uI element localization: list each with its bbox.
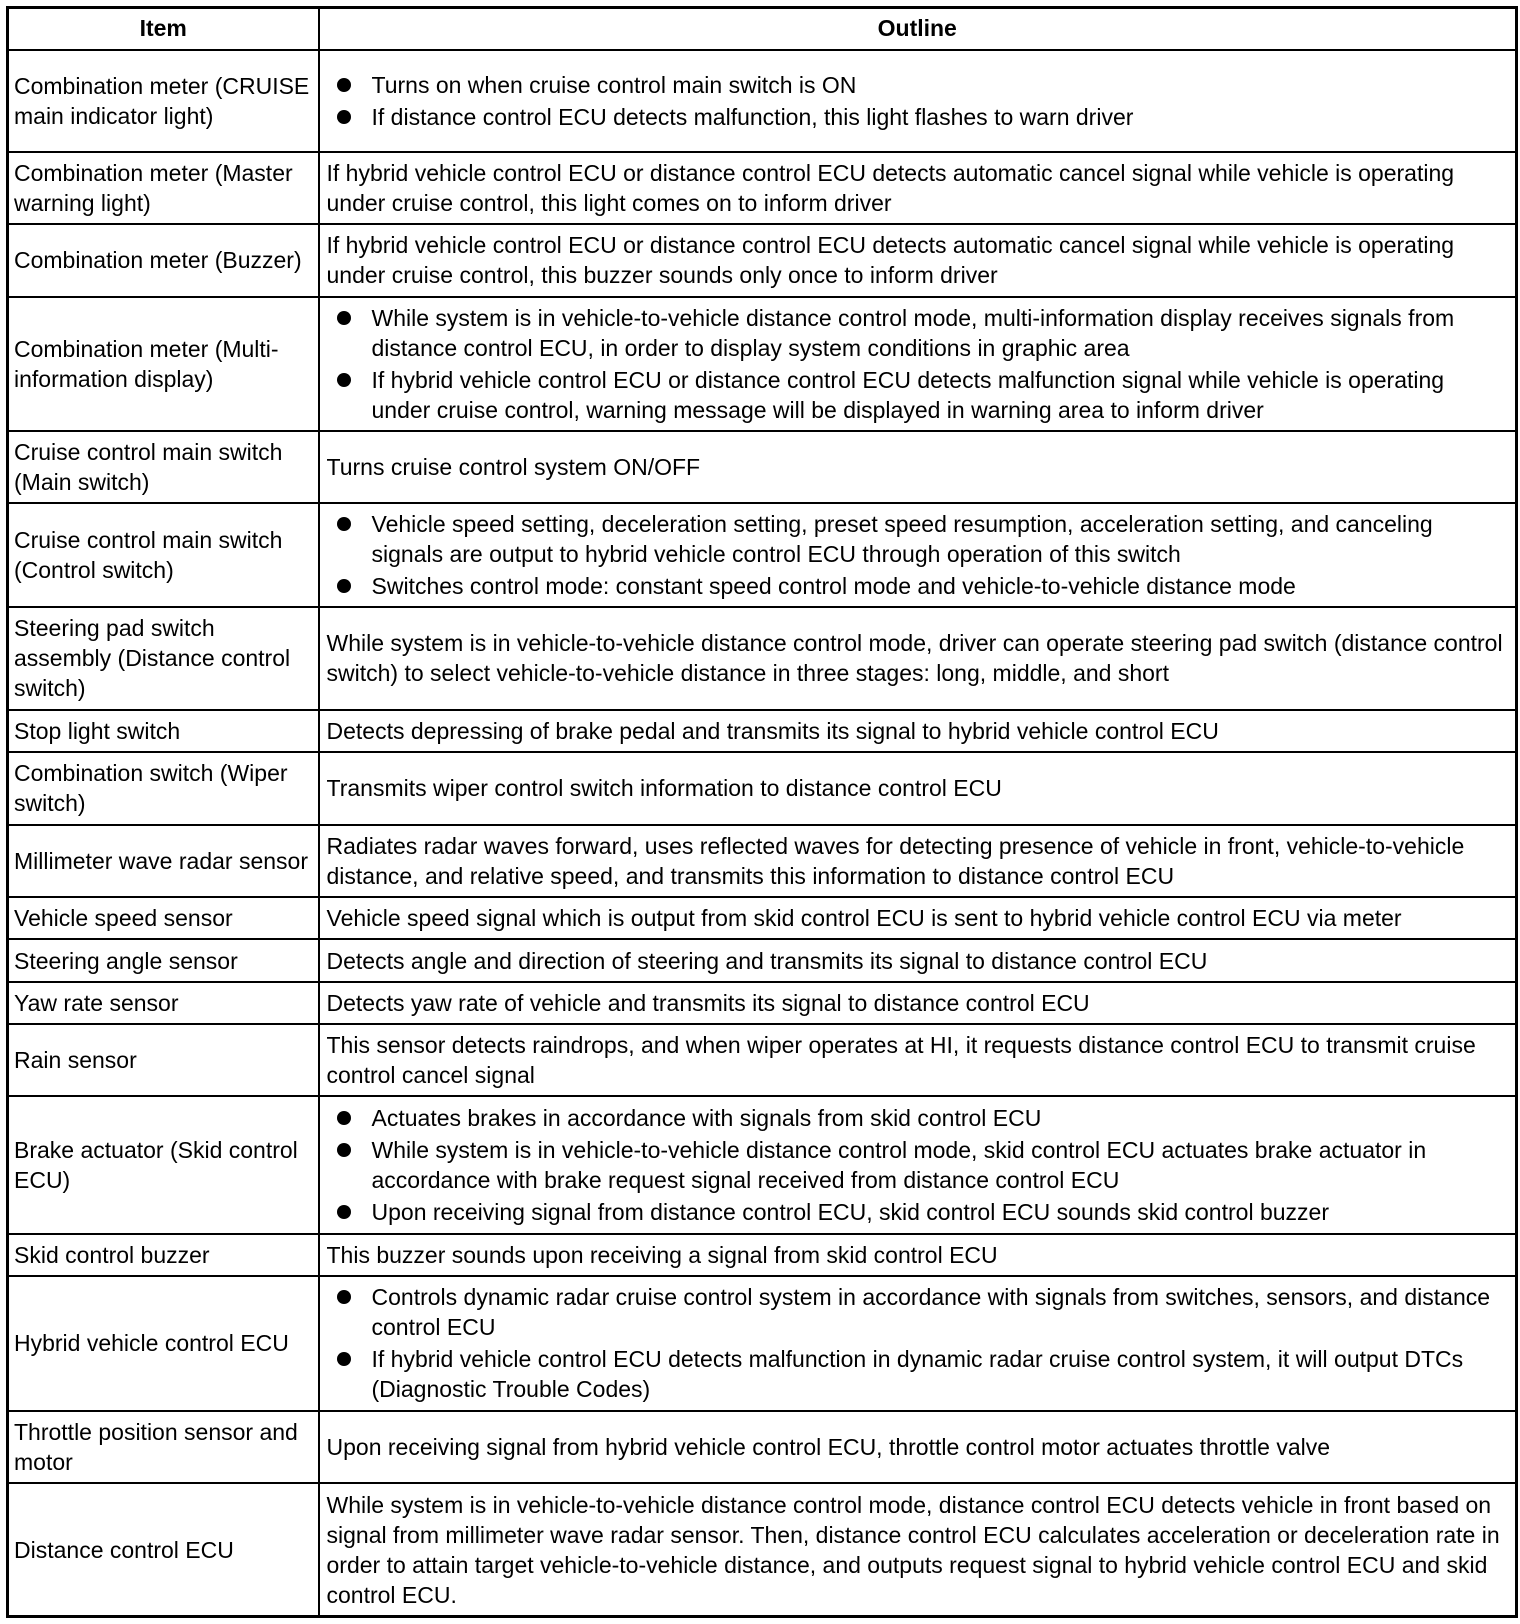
outline-cell: Radiates radar waves forward, uses reflected waves for detecting presence of vehicle in front, vehicle-to-vehicle distance, and relative speed, and transmits this information to distance control ECU <box>319 825 1517 897</box>
outline-cell: This sensor detects raindrops, and when wiper operates at HI, it requests distance control ECU to transmit cruise control cancel signal <box>319 1024 1517 1096</box>
outline-cell: Detects depressing of brake pedal and transmits its signal to hybrid vehicle control ECU <box>319 710 1517 752</box>
outline-cell: Transmits wiper control switch information to distance control ECU <box>319 752 1517 824</box>
bullet-text: While system is in vehicle-to-vehicle distance control mode, multi-information display receives signals from distance control ECU, in order to display system conditions in graphic area <box>371 304 1455 361</box>
bullet-text: Vehicle speed setting, deceleration setting, preset speed resumption, acceleration setting, and canceling signals are output to hybrid vehicle control ECU through operation of this switch <box>371 510 1433 567</box>
item-column-header: Item <box>8 8 319 50</box>
bullet-list <box>327 70 1510 132</box>
table-row <box>8 982 1517 1024</box>
item-cell: Throttle position sensor and motor <box>8 1411 319 1483</box>
bullet-dot-icon <box>337 311 351 325</box>
bullet-item <box>372 365 1510 425</box>
table-row <box>8 224 1517 296</box>
outline-cell <box>319 50 1517 152</box>
outline-cell: Detects yaw rate of vehicle and transmits its signal to distance control ECU <box>319 982 1517 1024</box>
outline-cell: If hybrid vehicle control ECU or distance control ECU detects automatic cancel signal while vehicle is operating under cruise control, this light comes on to inform driver <box>319 152 1517 224</box>
bullet-dot-icon <box>337 1143 351 1157</box>
table-row <box>8 1024 1517 1096</box>
outline-cell <box>319 503 1517 606</box>
bullet-text: If distance control ECU detects malfunction, this light flashes to warn driver <box>371 103 1134 130</box>
item-cell: Skid control buzzer <box>8 1234 319 1276</box>
table-row <box>8 1411 1517 1483</box>
bullet-text: While system is in vehicle-to-vehicle distance control mode, skid control ECU actuates brake actuator in accordance with brake request signal received from distance control ECU <box>371 1137 1427 1194</box>
bullet-item <box>372 1197 1510 1227</box>
bullet-dot-icon <box>337 1111 351 1125</box>
bullet-text: Turns on when cruise control main switch is ON <box>371 71 857 98</box>
outline-cell: Upon receiving signal from hybrid vehicle control ECU, throttle control motor actuates throttle valve <box>319 1411 1517 1483</box>
table-row <box>8 152 1517 224</box>
bullet-dot-icon <box>337 1205 351 1219</box>
table-row <box>8 50 1517 152</box>
outline-cell <box>319 297 1517 431</box>
table-row <box>8 939 1517 981</box>
bullet-dot-icon <box>337 373 351 387</box>
bullet-list <box>327 1282 1510 1404</box>
item-cell: Combination meter (Multi-information display) <box>8 297 319 431</box>
item-cell: Yaw rate sensor <box>8 982 319 1024</box>
outline-cell: Turns cruise control system ON/OFF <box>319 431 1517 503</box>
outline-cell <box>319 1276 1517 1410</box>
component-outline-table <box>6 6 1518 1618</box>
outline-cell: Detects angle and direction of steering and transmits its signal to distance control ECU <box>319 939 1517 981</box>
table-row <box>8 607 1517 710</box>
bullet-item <box>372 1344 1510 1404</box>
item-cell: Brake actuator (Skid control ECU) <box>8 1096 319 1233</box>
item-cell: Steering angle sensor <box>8 939 319 981</box>
bullet-dot-icon <box>337 78 351 92</box>
table-row <box>8 1234 1517 1276</box>
bullet-item <box>372 70 1510 100</box>
item-cell: Cruise control main switch (Main switch) <box>8 431 319 503</box>
bullet-list <box>327 303 1510 425</box>
bullet-list <box>327 1103 1510 1227</box>
item-cell: Combination meter (CRUISE main indicator light) <box>8 50 319 152</box>
outline-column-header: Outline <box>319 8 1517 50</box>
bullet-item <box>372 303 1510 363</box>
bullet-text: If hybrid vehicle control ECU detects malfunction in dynamic radar cruise control system, it will output DTCs (Diagnostic Trouble Codes) <box>371 1346 1464 1403</box>
item-cell: Rain sensor <box>8 1024 319 1096</box>
item-cell: Steering pad switch assembly (Distance control switch) <box>8 607 319 710</box>
item-cell: Combination meter (Master warning light) <box>8 152 319 224</box>
bullet-text: Actuates brakes in accordance with signals from skid control ECU <box>371 1105 1042 1132</box>
bullet-text: Switches control mode: constant speed control mode and vehicle-to-vehicle distance mode <box>371 572 1296 599</box>
bullet-dot-icon <box>337 517 351 531</box>
table-row <box>8 503 1517 606</box>
bullet-item <box>372 509 1510 569</box>
bullet-item <box>372 571 1510 601</box>
bullet-item <box>372 1282 1510 1342</box>
bullet-list <box>327 509 1510 601</box>
table-row <box>8 897 1517 939</box>
bullet-text: If hybrid vehicle control ECU or distance control ECU detects malfunction signal while vehicle is operating under cruise control, warning message will be displayed in warning area to inform driver <box>371 366 1445 423</box>
outline-cell: While system is in vehicle-to-vehicle distance control mode, distance control ECU detects vehicle in front based on signal from millimeter wave radar sensor. Then, distance control ECU calculates acceleration or deceleration rate in order to attain target vehicle-to-vehicle distance, and outputs request signal to hybrid vehicle control ECU and skid control ECU. <box>319 1483 1517 1616</box>
item-cell: Stop light switch <box>8 710 319 752</box>
table-row <box>8 825 1517 897</box>
table-row <box>8 752 1517 824</box>
table-row <box>8 431 1517 503</box>
bullet-item <box>372 102 1510 132</box>
bullet-dot-icon <box>337 1290 351 1304</box>
item-cell: Millimeter wave radar sensor <box>8 825 319 897</box>
outline-cell: Vehicle speed signal which is output from skid control ECU is sent to hybrid vehicle control ECU via meter <box>319 897 1517 939</box>
outline-cell: If hybrid vehicle control ECU or distance control ECU detects automatic cancel signal while vehicle is operating under cruise control, this buzzer sounds only once to inform driver <box>319 224 1517 296</box>
table-row <box>8 297 1517 431</box>
item-cell: Combination meter (Buzzer) <box>8 224 319 296</box>
outline-cell: While system is in vehicle-to-vehicle distance control mode, driver can operate steering pad switch (distance control switch) to select vehicle-to-vehicle distance in three stages: long, middle, and short <box>319 607 1517 710</box>
item-cell: Cruise control main switch (Control switch) <box>8 503 319 606</box>
outline-cell: This buzzer sounds upon receiving a signal from skid control ECU <box>319 1234 1517 1276</box>
bullet-dot-icon <box>337 110 351 124</box>
item-cell: Distance control ECU <box>8 1483 319 1616</box>
bullet-item <box>372 1103 1510 1133</box>
table-row <box>8 1276 1517 1410</box>
table-body <box>8 50 1517 1617</box>
bullet-text: Upon receiving signal from distance control ECU, skid control ECU sounds skid control buzzer <box>371 1199 1329 1226</box>
bullet-dot-icon <box>337 579 351 593</box>
header-row <box>8 8 1517 50</box>
bullet-item <box>372 1135 1510 1195</box>
table-row <box>8 710 1517 752</box>
item-cell: Hybrid vehicle control ECU <box>8 1276 319 1410</box>
item-cell: Combination switch (Wiper switch) <box>8 752 319 824</box>
bullet-text: Controls dynamic radar cruise control system in accordance with signals from switches, sensors, and distance control ECU <box>371 1284 1491 1341</box>
table-row <box>8 1096 1517 1233</box>
outline-cell <box>319 1096 1517 1233</box>
table-row <box>8 1483 1517 1616</box>
item-cell: Vehicle speed sensor <box>8 897 319 939</box>
bullet-dot-icon <box>337 1352 351 1366</box>
